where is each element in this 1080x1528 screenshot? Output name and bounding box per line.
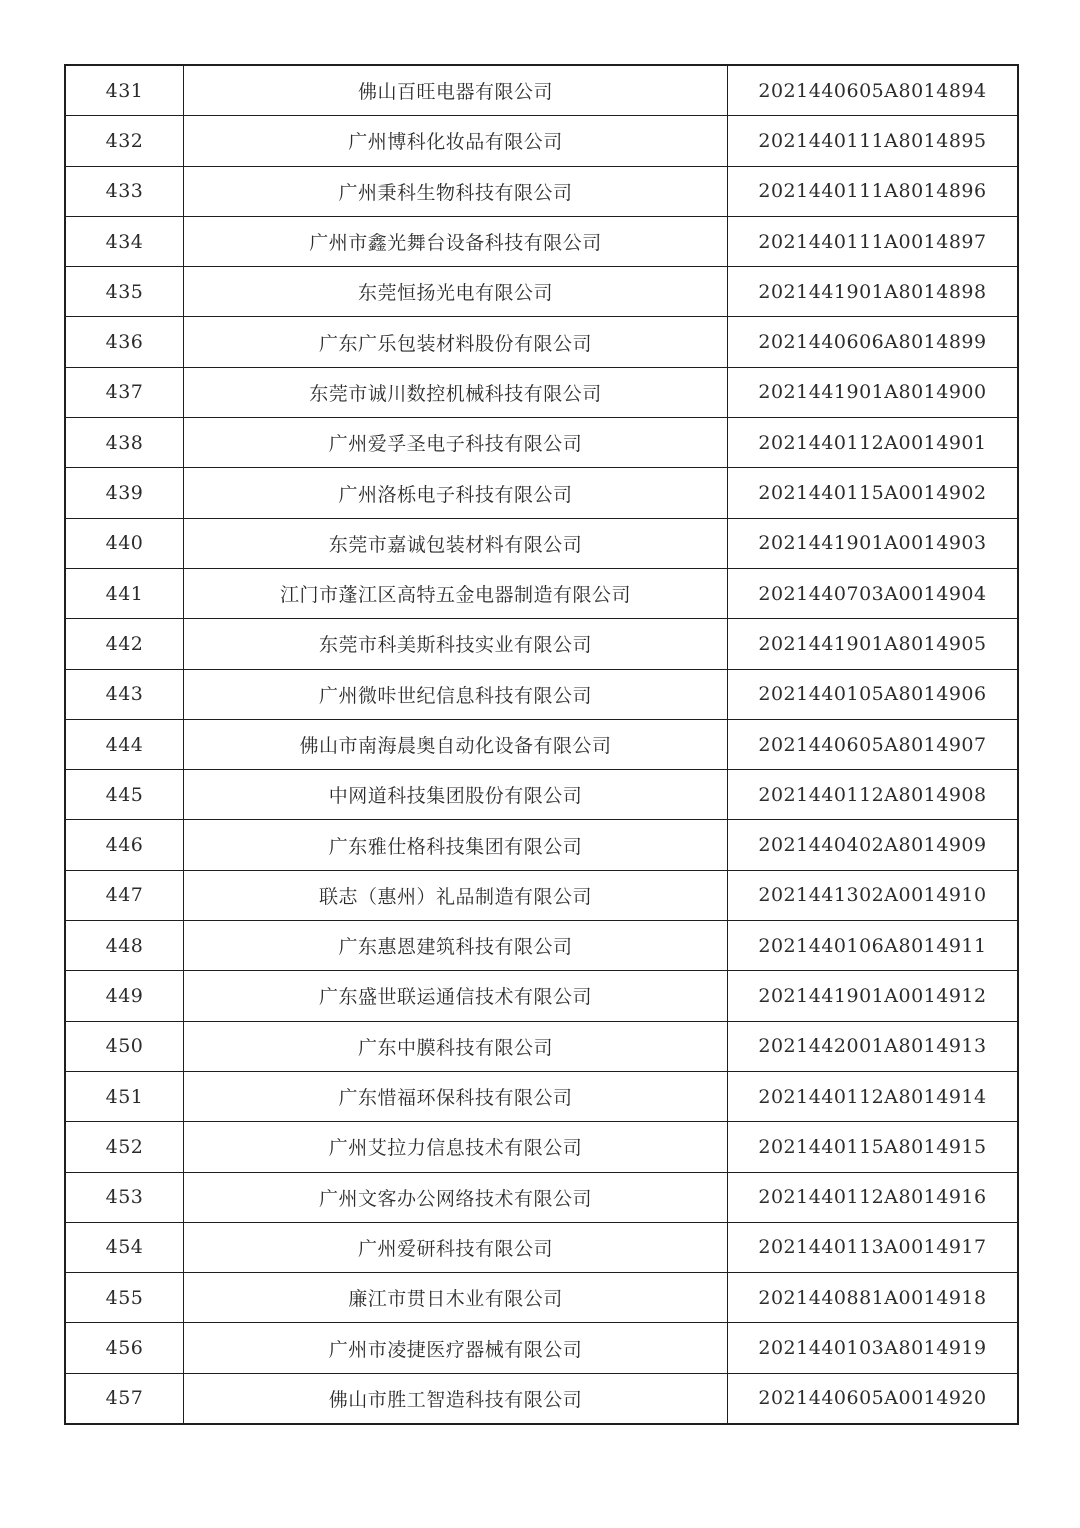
registration-code-cell: 2021440112A8014914 xyxy=(728,1071,1019,1121)
row-number-cell: 453 xyxy=(65,1172,184,1222)
company-name-cell: 东莞市诚川数控机械科技有限公司 xyxy=(184,367,728,417)
row-number-cell: 435 xyxy=(65,267,184,317)
company-name-cell: 佛山市胜工智造科技有限公司 xyxy=(184,1373,728,1424)
registration-code-cell: 2021441901A0014912 xyxy=(728,971,1019,1021)
table-row xyxy=(65,468,1018,518)
registration-code-cell: 2021441901A8014905 xyxy=(728,619,1019,669)
table-row xyxy=(65,619,1018,669)
table-row xyxy=(65,719,1018,769)
row-number-cell: 447 xyxy=(65,870,184,920)
company-name-cell: 广州爱孚圣电子科技有限公司 xyxy=(184,418,728,468)
company-name-cell: 中网道科技集团股份有限公司 xyxy=(184,770,728,820)
table-row xyxy=(65,1373,1018,1424)
row-number-cell: 457 xyxy=(65,1373,184,1424)
company-registry-table xyxy=(64,64,1019,1425)
registration-code-cell: 2021441302A0014910 xyxy=(728,870,1019,920)
table-row xyxy=(65,820,1018,870)
row-number-cell: 439 xyxy=(65,468,184,518)
row-number-cell: 432 xyxy=(65,116,184,166)
table-row xyxy=(65,669,1018,719)
row-number-cell: 431 xyxy=(65,65,184,116)
table-row xyxy=(65,1323,1018,1373)
table-row xyxy=(65,267,1018,317)
row-number-cell: 449 xyxy=(65,971,184,1021)
row-number-cell: 456 xyxy=(65,1323,184,1373)
registration-code-cell: 2021440111A8014895 xyxy=(728,116,1019,166)
company-name-cell: 广州博科化妆品有限公司 xyxy=(184,116,728,166)
company-name-cell: 佛山市南海晨奥自动化设备有限公司 xyxy=(184,719,728,769)
registration-code-cell: 2021440605A0014920 xyxy=(728,1373,1019,1424)
registration-code-cell: 2021440402A8014909 xyxy=(728,820,1019,870)
row-number-cell: 448 xyxy=(65,921,184,971)
company-name-cell: 广州爱研科技有限公司 xyxy=(184,1222,728,1272)
company-name-cell: 东莞市嘉诚包装材料有限公司 xyxy=(184,518,728,568)
company-name-cell: 佛山百旺电器有限公司 xyxy=(184,65,728,116)
table-row xyxy=(65,518,1018,568)
table-row xyxy=(65,317,1018,367)
company-name-cell: 广东盛世联运通信技术有限公司 xyxy=(184,971,728,1021)
registration-code-cell: 2021440606A8014899 xyxy=(728,317,1019,367)
row-number-cell: 443 xyxy=(65,669,184,719)
row-number-cell: 434 xyxy=(65,216,184,266)
table-row xyxy=(65,166,1018,216)
registration-code-cell: 2021440881A0014918 xyxy=(728,1273,1019,1323)
company-name-cell: 江门市蓬江区高特五金电器制造有限公司 xyxy=(184,568,728,618)
table-row xyxy=(65,921,1018,971)
table-row xyxy=(65,1222,1018,1272)
registration-code-cell: 2021440112A8014908 xyxy=(728,770,1019,820)
registration-code-cell: 2021440112A8014916 xyxy=(728,1172,1019,1222)
registration-code-cell: 2021440106A8014911 xyxy=(728,921,1019,971)
registration-code-cell: 2021442001A8014913 xyxy=(728,1021,1019,1071)
company-name-cell: 广州洛栎电子科技有限公司 xyxy=(184,468,728,518)
row-number-cell: 455 xyxy=(65,1273,184,1323)
table-row xyxy=(65,971,1018,1021)
registration-code-cell: 2021440115A8014915 xyxy=(728,1122,1019,1172)
row-number-cell: 445 xyxy=(65,770,184,820)
company-name-cell: 广州市鑫光舞台设备科技有限公司 xyxy=(184,216,728,266)
registration-code-cell: 2021440605A8014894 xyxy=(728,65,1019,116)
registration-code-cell: 2021440113A0014917 xyxy=(728,1222,1019,1272)
row-number-cell: 441 xyxy=(65,568,184,618)
row-number-cell: 433 xyxy=(65,166,184,216)
table-row xyxy=(65,418,1018,468)
row-number-cell: 454 xyxy=(65,1222,184,1272)
company-name-cell: 广州艾拉力信息技术有限公司 xyxy=(184,1122,728,1172)
row-number-cell: 437 xyxy=(65,367,184,417)
company-name-cell: 联志（惠州）礼品制造有限公司 xyxy=(184,870,728,920)
row-number-cell: 442 xyxy=(65,619,184,669)
registration-code-cell: 2021440703A0014904 xyxy=(728,568,1019,618)
table-row xyxy=(65,65,1018,116)
table-row xyxy=(65,770,1018,820)
row-number-cell: 436 xyxy=(65,317,184,367)
company-name-cell: 广东惜福环保科技有限公司 xyxy=(184,1071,728,1121)
company-name-cell: 东莞市科美斯科技实业有限公司 xyxy=(184,619,728,669)
registration-code-cell: 2021440112A0014901 xyxy=(728,418,1019,468)
company-name-cell: 广州文客办公网络技术有限公司 xyxy=(184,1172,728,1222)
row-number-cell: 450 xyxy=(65,1021,184,1071)
table-row xyxy=(65,1071,1018,1121)
table-row xyxy=(65,216,1018,266)
registration-code-cell: 2021441901A0014903 xyxy=(728,518,1019,568)
table-row xyxy=(65,1172,1018,1222)
registration-code-cell: 2021440111A8014896 xyxy=(728,166,1019,216)
company-name-cell: 广东中膜科技有限公司 xyxy=(184,1021,728,1071)
row-number-cell: 438 xyxy=(65,418,184,468)
company-name-cell: 广东雅仕格科技集团有限公司 xyxy=(184,820,728,870)
registration-code-cell: 2021440103A8014919 xyxy=(728,1323,1019,1373)
company-name-cell: 广东广乐包装材料股份有限公司 xyxy=(184,317,728,367)
table-row xyxy=(65,870,1018,920)
row-number-cell: 452 xyxy=(65,1122,184,1172)
registration-code-cell: 2021440105A8014906 xyxy=(728,669,1019,719)
company-name-cell: 广州微咔世纪信息科技有限公司 xyxy=(184,669,728,719)
registration-code-cell: 2021441901A8014900 xyxy=(728,367,1019,417)
table-row xyxy=(65,1273,1018,1323)
registration-code-cell: 2021441901A8014898 xyxy=(728,267,1019,317)
row-number-cell: 444 xyxy=(65,719,184,769)
registration-code-cell: 2021440605A8014907 xyxy=(728,719,1019,769)
table-row xyxy=(65,568,1018,618)
company-name-cell: 东莞恒扬光电有限公司 xyxy=(184,267,728,317)
company-name-cell: 广州秉科生物科技有限公司 xyxy=(184,166,728,216)
row-number-cell: 446 xyxy=(65,820,184,870)
registration-code-cell: 2021440115A0014902 xyxy=(728,468,1019,518)
table-row xyxy=(65,367,1018,417)
table-row xyxy=(65,1122,1018,1172)
row-number-cell: 451 xyxy=(65,1071,184,1121)
registration-code-cell: 2021440111A0014897 xyxy=(728,216,1019,266)
company-name-cell: 广州市凌捷医疗器械有限公司 xyxy=(184,1323,728,1373)
table-row xyxy=(65,1021,1018,1071)
registry-table-body xyxy=(65,65,1018,1424)
table-row xyxy=(65,116,1018,166)
company-name-cell: 廉江市贯日木业有限公司 xyxy=(184,1273,728,1323)
row-number-cell: 440 xyxy=(65,518,184,568)
company-name-cell: 广东惠恩建筑科技有限公司 xyxy=(184,921,728,971)
